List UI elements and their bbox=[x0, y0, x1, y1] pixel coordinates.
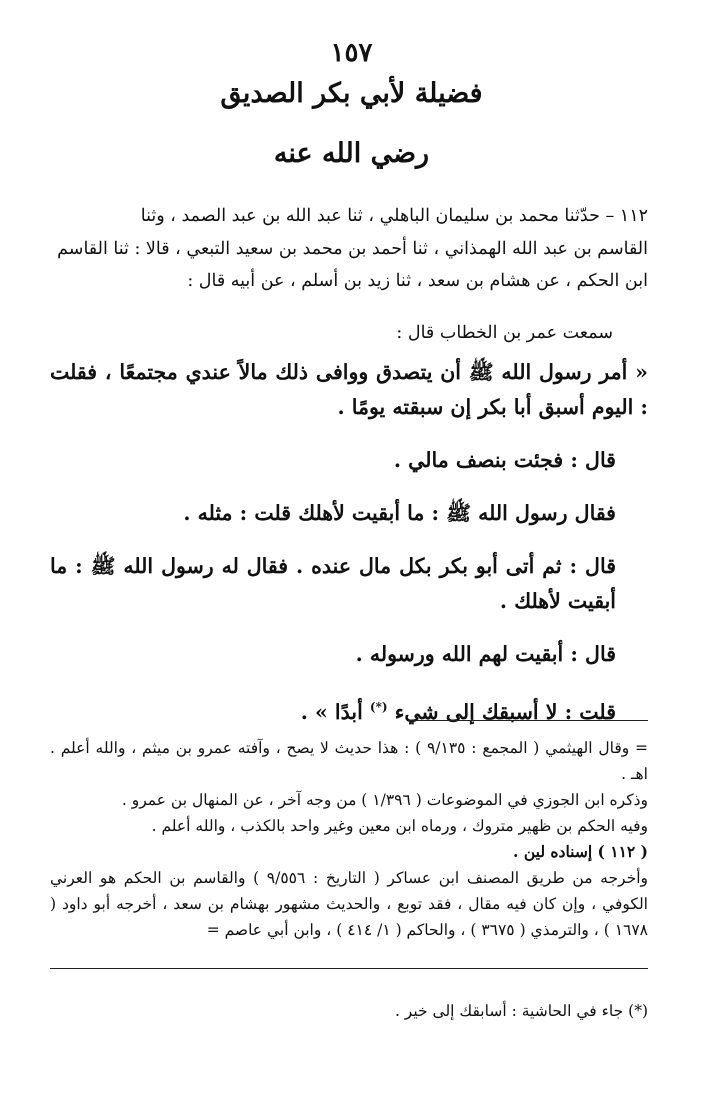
chapter-title: فضيلة لأبي بكر الصديق bbox=[220, 78, 483, 109]
footnote-paragraph: وأخرجه من طريق المصنف ابن عساكر ( التاريخ : ٩/٥٥٦ ) والقاسم بن الحكم هو العرني الكوفي ، وإن كان فيه مقال ، فقد توبع ، والحديث مشهور بهشام بن سعد ، أخرجه أبو داود ( ١٦٧٨ ) ، والترمذي ( ٣٦٧٥ ) ، والحاكم ( ١/ ٤١٤ ) ، وابن أبي عاصم = bbox=[50, 869, 648, 939]
footnotes bbox=[50, 735, 648, 943]
footnote-paragraph: = وقال الهيثمي ( المجمع : ٩/١٣٥ ) : هذا حديث لا يصح ، وآفته عمرو بن ميثم ، والله أعلم . اهـ . bbox=[50, 739, 648, 783]
chapter-subtitle: رضي الله عنه bbox=[273, 138, 430, 169]
hadith-final-text: قلت : لا أسبقك إلى شيء bbox=[394, 699, 616, 724]
footnote-heading: ( ١١٢ ) إسناده لين . bbox=[513, 842, 648, 861]
isnad-line: ١١٢ – حدّثنا محمد بن سليمان الباهلي ، ثنا عبد الله بن عبد الصمد ، وثنا bbox=[140, 206, 648, 226]
footnote-paragraph: وفيه الحكم بن ظهير متروك ، ورماه ابن معين وغير واحد بالكذب ، والله أعلم . bbox=[151, 817, 648, 835]
hadith-final-text: أبدًا » . bbox=[300, 699, 363, 724]
isnad-line: القاسم بن عبد الله الهمذاني ، ثنا أحمد بن محمد بن سعيد التبعي ، قالا : ثنا القاسم bbox=[57, 238, 648, 259]
footnote-marker: (*) bbox=[369, 700, 388, 714]
hadith-paragraph bbox=[50, 690, 648, 730]
hadith-paragraph: قال : أبقيت لهم الله ورسوله . bbox=[355, 642, 616, 666]
isnad-line: ابن الحكم ، عن هشام بن سعد ، ثنا زيد بن أسلم ، عن أبيه قال : bbox=[187, 271, 648, 291]
hadith-text bbox=[50, 355, 648, 730]
narrator-line: سمعت عمر بن الخطاب قال : bbox=[396, 323, 613, 343]
page-number: ١٥٧ bbox=[330, 38, 373, 68]
margin-note-divider bbox=[50, 968, 648, 969]
margin-note: (*) جاء في الحاشية : أسابقك إلى خير . bbox=[394, 1002, 648, 1020]
hadith-paragraph: فقال رسول الله ﷺ : ما أبقيت لأهلك قلت : مثله . bbox=[183, 501, 616, 525]
hadith-paragraph: « أمر رسول الله ﷺ أن يتصدق ووافى ذلك مالاً عندي مجتمعًا ، فقلت : اليوم أسبق أبا بكر إن سبقته يومًا . bbox=[50, 360, 648, 419]
footnote-paragraph: وذكره ابن الجوزي في الموضوعات ( ١/٣٩٦ ) من وجه آخر ، عن المنهال بن عمرو . bbox=[121, 791, 648, 809]
isnad-block bbox=[50, 200, 648, 298]
footnote-divider bbox=[408, 720, 648, 721]
hadith-paragraph: قال : ثم أتى أبو بكر بكل مال عنده . فقال له رسول الله ﷺ : ما أبقيت لأهلك . bbox=[50, 554, 616, 613]
hadith-paragraph: قال : فجئت بنصف مالي . bbox=[393, 448, 616, 472]
